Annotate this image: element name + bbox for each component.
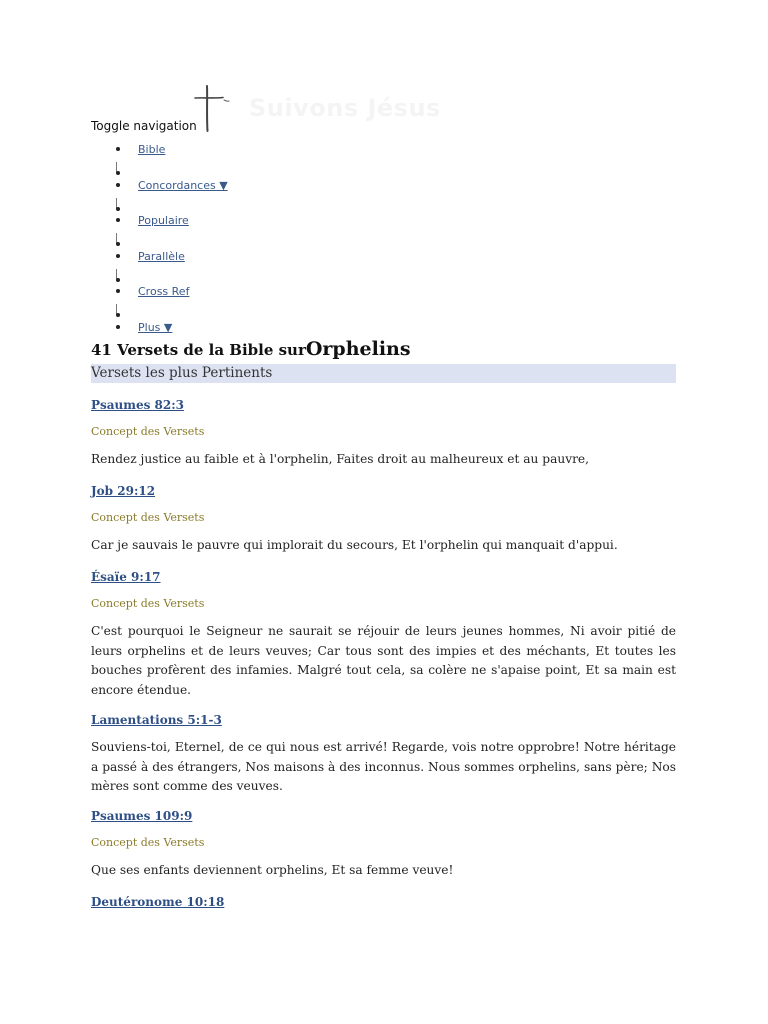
nav-link-cross-ref[interactable]: Cross Ref xyxy=(138,285,190,299)
verse-text: Car je sauvais le pauvre qui implorait du secours, Et l'orphelin qui manquait d'appui. xyxy=(91,538,618,552)
verse-block xyxy=(91,894,676,910)
verse-block xyxy=(91,808,676,881)
page-title-topic: Orphelins xyxy=(305,338,411,360)
verse-reference-link[interactable]: Ésaïe 9:17 xyxy=(91,570,161,584)
bullet xyxy=(116,171,120,175)
toggle-navigation-button[interactable]: Toggle navigation xyxy=(91,119,197,133)
bullet xyxy=(116,207,120,211)
verse-concept-link[interactable]: Concept des Versets xyxy=(91,511,205,524)
verse-block xyxy=(91,483,676,556)
verse-reference-link[interactable]: Deutéronome 10:18 xyxy=(91,895,225,909)
verse-concept-link[interactable]: Concept des Versets xyxy=(91,425,205,438)
nav-link-populaire[interactable]: Populaire xyxy=(138,214,189,228)
verse-block xyxy=(91,569,676,700)
logo-text: Suivons Jésus xyxy=(249,94,441,122)
site-header xyxy=(91,84,676,134)
verse-concept-link[interactable]: Concept des Versets xyxy=(91,836,205,849)
bullet xyxy=(116,254,120,258)
verse-concept-link[interactable]: Concept des Versets xyxy=(91,597,205,610)
page xyxy=(91,0,676,1024)
verse-reference-link[interactable]: Psaumes 82:3 xyxy=(91,398,185,412)
nav-link-parallele[interactable]: Parallèle xyxy=(138,249,185,263)
bullet xyxy=(116,278,120,282)
verse-text: Rendez justice au faible et à l'orphelin, Faites droit au malheureux et au pauvre, xyxy=(91,452,589,466)
verse-text: Souviens-toi, Eternel, de ce qui nous est arrivé! Regarde, vois notre opprobre! Notre héritage a passé à des étrangers, Nos maisons à des inconnus. Nous sommes orphelins, sans père; Nos mères sont comme des veuves. xyxy=(91,740,676,793)
section-heading-bar xyxy=(91,364,676,383)
verse-block xyxy=(91,712,676,797)
verse-text: C'est pourquoi le Seigneur ne saurait se réjouir de leurs jeunes hommes, Ni avoir pitié de leurs orphelins et de leurs veuves; Car tous sont des impies et des méchants, Et toutes les bouches profèrent des infamies. Malgré tout cela, sa colère ne s'apaise point, Et sa main est encore étendue. xyxy=(91,624,676,697)
verse-reference-link[interactable]: Psaumes 109:9 xyxy=(91,809,193,823)
nav-item-concordances xyxy=(91,179,391,215)
nav-item-parallele xyxy=(91,250,391,286)
nav-item-cross-ref xyxy=(91,285,391,321)
site-logo[interactable] xyxy=(191,84,461,134)
bullet xyxy=(116,218,120,222)
verse-reference-link[interactable]: Job 29:12 xyxy=(91,484,156,498)
page-title-prefix: 41 Versets de la Bible sur xyxy=(91,341,306,359)
nav-item-bible xyxy=(91,143,391,179)
verse-reference-link[interactable]: Lamentations 5:1-3 xyxy=(91,713,222,727)
nav-link-plus[interactable]: Plus ▼ xyxy=(138,320,173,334)
bullet xyxy=(116,183,120,187)
nav-link-bible[interactable]: Bible xyxy=(138,143,166,156)
cross-icon xyxy=(191,84,231,134)
bullet xyxy=(116,289,120,293)
bullet xyxy=(116,313,120,317)
verse-block xyxy=(91,397,676,470)
main-navigation xyxy=(91,143,391,357)
bullet xyxy=(116,242,120,246)
bullet xyxy=(116,147,120,151)
verse-text: Que ses enfants deviennent orphelins, Et sa femme veuve! xyxy=(91,863,454,877)
nav-item-populaire xyxy=(91,214,391,250)
section-heading: Versets les plus Pertinents xyxy=(91,365,273,381)
bullet xyxy=(116,325,120,329)
nav-link-concordances[interactable]: Concordances ▼ xyxy=(138,178,228,192)
page-title xyxy=(91,338,411,360)
